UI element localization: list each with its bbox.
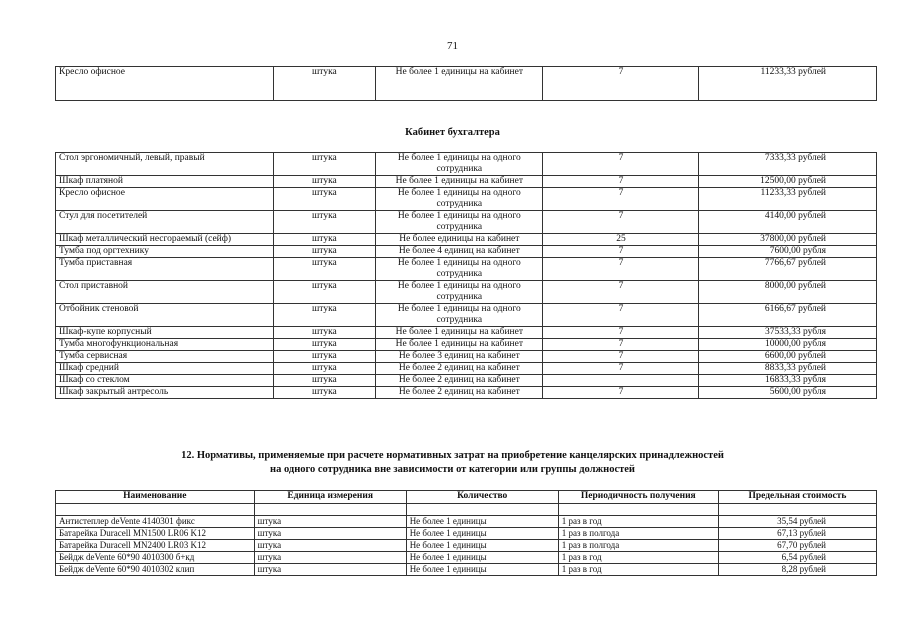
item-period: 7: [543, 281, 699, 304]
item-unit: штука: [254, 540, 406, 552]
item-period: 7: [543, 67, 699, 101]
item-unit: штука: [273, 176, 376, 188]
item-period: 1 раз в год: [558, 516, 718, 528]
top-table: [55, 66, 877, 101]
item-qty: Не более 2 единиц на кабинет: [376, 387, 543, 399]
item-period: 1 раз в год: [558, 552, 718, 564]
item-cost: 11233,33 рублей: [699, 67, 877, 101]
item-cost: 67,70 рублей: [718, 540, 876, 552]
item-period: 7: [543, 327, 699, 339]
item-period: 7: [543, 387, 699, 399]
item-cost: 7600,00 рубля: [699, 246, 877, 258]
table-row: [56, 234, 877, 246]
item-cost: 7333,33 рублей: [699, 153, 877, 176]
section-title-accountant: Кабинет бухгалтера: [405, 127, 500, 138]
item-qty: Не более 1 единицы на одного сотрудника: [376, 281, 543, 304]
header-unit: Единица измерения: [254, 491, 406, 504]
header-cost: Предельная стоимость: [718, 491, 876, 504]
item-unit: штука: [273, 67, 376, 101]
table-row: [56, 564, 877, 576]
item-unit: штука: [273, 339, 376, 351]
item-qty: Не более 3 единиц на кабинет: [376, 351, 543, 363]
item-qty: Не более 4 единиц на кабинет: [376, 246, 543, 258]
item-period: 7: [543, 176, 699, 188]
item-cost: 67,13 рублей: [718, 528, 876, 540]
item-cost: 6,54 рублей: [718, 552, 876, 564]
item-period: 7: [543, 153, 699, 176]
item-cost: 7766,67 рублей: [699, 258, 877, 281]
header-qty: Количество: [406, 491, 558, 504]
item-unit: штука: [273, 234, 376, 246]
section-12-title-line2: на одного сотрудника вне зависимости от категории или группы должностей: [270, 464, 635, 475]
item-period: 7: [543, 339, 699, 351]
item-name: Шкаф средний: [56, 363, 274, 375]
item-period: [543, 375, 699, 387]
item-name: Шкаф закрытый антресоль: [56, 387, 274, 399]
item-cost: 37800,00 рублей: [699, 234, 877, 246]
header-name: Наименование: [56, 491, 255, 504]
item-cost: 11233,33 рублей: [699, 188, 877, 211]
table-row: [56, 327, 877, 339]
item-unit: штука: [273, 387, 376, 399]
table-row: [56, 67, 877, 101]
table-row: [56, 516, 877, 528]
item-period: 7: [543, 351, 699, 363]
table-row: [56, 540, 877, 552]
table-row: [56, 153, 877, 176]
stationery-table: [55, 490, 877, 576]
item-period: 7: [543, 258, 699, 281]
item-unit: штука: [273, 363, 376, 375]
item-qty: Не более 1 единицы: [406, 552, 558, 564]
item-unit: штука: [273, 188, 376, 211]
table-row: [56, 339, 877, 351]
table-row: [56, 387, 877, 399]
item-cost: 10000,00 рубля: [699, 339, 877, 351]
item-cost: 12500,00 рублей: [699, 176, 877, 188]
item-cost: 8,28 рублей: [718, 564, 876, 576]
table-row: [56, 528, 877, 540]
item-name: Бейдж deVente 60*90 4010302 клип: [56, 564, 255, 576]
accountant-table: [55, 152, 877, 399]
item-qty: Не более 1 единицы на кабинет: [376, 67, 543, 101]
table-row: [56, 246, 877, 258]
item-period: 7: [543, 246, 699, 258]
item-qty: Не более 1 единицы на одного сотрудника: [376, 211, 543, 234]
item-qty: Не более 2 единиц на кабинет: [376, 363, 543, 375]
item-qty: Не более 1 единицы: [406, 528, 558, 540]
item-qty: Не более 1 единицы на кабинет: [376, 327, 543, 339]
item-name: Стол приставной: [56, 281, 274, 304]
item-period: 1 раз в полгода: [558, 540, 718, 552]
section-12-title-line1: 12. Нормативы, применяемые при расчете нормативных затрат на приобретение канцелярских принадлежностей: [181, 450, 724, 461]
item-cost: 6600,00 рублей: [699, 351, 877, 363]
item-qty: Не более 1 единицы: [406, 516, 558, 528]
item-name: Шкаф со стеклом: [56, 375, 274, 387]
item-unit: штука: [273, 327, 376, 339]
item-cost: 35,54 рублей: [718, 516, 876, 528]
item-name: Тумба сервисная: [56, 351, 274, 363]
table-row: [56, 176, 877, 188]
item-name: Батарейка Duracell MN2400 LR03 K12: [56, 540, 255, 552]
item-cost: 37533,33 рубля: [699, 327, 877, 339]
item-period: 7: [543, 188, 699, 211]
item-unit: штука: [273, 211, 376, 234]
table-row: [56, 552, 877, 564]
item-unit: штука: [254, 528, 406, 540]
table-row: [56, 281, 877, 304]
item-unit: штука: [273, 281, 376, 304]
item-cost: 16833,33 рубля: [699, 375, 877, 387]
item-cost: 5600,00 рубля: [699, 387, 877, 399]
item-name: Батарейка Duracell MN1500 LR06 K12: [56, 528, 255, 540]
table-row: [56, 211, 877, 234]
table-row: [56, 375, 877, 387]
item-name: Кресло офисное: [56, 67, 274, 101]
item-period: 25: [543, 234, 699, 246]
table-row: [56, 304, 877, 327]
item-cost: 6166,67 рублей: [699, 304, 877, 327]
item-unit: штука: [254, 564, 406, 576]
item-name: Тумба приставная: [56, 258, 274, 281]
item-unit: штука: [273, 375, 376, 387]
item-unit: штука: [273, 246, 376, 258]
table-row: [56, 351, 877, 363]
item-name: Тумба многофункциональная: [56, 339, 274, 351]
item-unit: штука: [273, 351, 376, 363]
item-name: Шкаф платяной: [56, 176, 274, 188]
table-header-row: [56, 491, 877, 504]
item-name: Стул для посетителей: [56, 211, 274, 234]
item-unit: штука: [254, 516, 406, 528]
page-number: 71: [447, 40, 458, 52]
item-period: 7: [543, 363, 699, 375]
item-name: Отбойник стеновой: [56, 304, 274, 327]
table-row: [56, 188, 877, 211]
item-qty: Не более 1 единицы на кабинет: [376, 339, 543, 351]
item-qty: Не более 1 единицы на одного сотрудника: [376, 188, 543, 211]
table-spacer-row: [56, 504, 877, 516]
item-qty: Не более единицы на кабинет: [376, 234, 543, 246]
item-period: 1 раз в полгода: [558, 528, 718, 540]
item-unit: штука: [273, 153, 376, 176]
item-unit: штука: [254, 552, 406, 564]
item-qty: Не более 1 единицы на одного сотрудника: [376, 153, 543, 176]
header-period: Периодичность получения: [558, 491, 718, 504]
item-name: Шкаф металлический несгораемый (сейф): [56, 234, 274, 246]
item-period: 7: [543, 304, 699, 327]
item-qty: Не более 2 единиц на кабинет: [376, 375, 543, 387]
item-period: 1 раз в год: [558, 564, 718, 576]
item-period: 7: [543, 211, 699, 234]
item-qty: Не более 1 единицы на одного сотрудника: [376, 304, 543, 327]
item-unit: штука: [273, 304, 376, 327]
table-row: [56, 363, 877, 375]
item-qty: Не более 1 единицы: [406, 564, 558, 576]
item-cost: 4140,00 рублей: [699, 211, 877, 234]
item-name: Стол эргономичный, левый, правый: [56, 153, 274, 176]
item-qty: Не более 1 единицы: [406, 540, 558, 552]
item-qty: Не более 1 единицы на одного сотрудника: [376, 258, 543, 281]
item-name: Шкаф-купе корпусный: [56, 327, 274, 339]
item-name: Кресло офисное: [56, 188, 274, 211]
section-12-title: [0, 449, 905, 477]
item-name: Тумба под оргтехнику: [56, 246, 274, 258]
item-name: Антистеплер deVente 4140301 фикс: [56, 516, 255, 528]
item-unit: штука: [273, 258, 376, 281]
item-name: Бейдж deVente 60*90 4010300 б+кд: [56, 552, 255, 564]
item-qty: Не более 1 единицы на кабинет: [376, 176, 543, 188]
item-cost: 8000,00 рублей: [699, 281, 877, 304]
table-row: [56, 258, 877, 281]
item-cost: 8833,33 рублей: [699, 363, 877, 375]
